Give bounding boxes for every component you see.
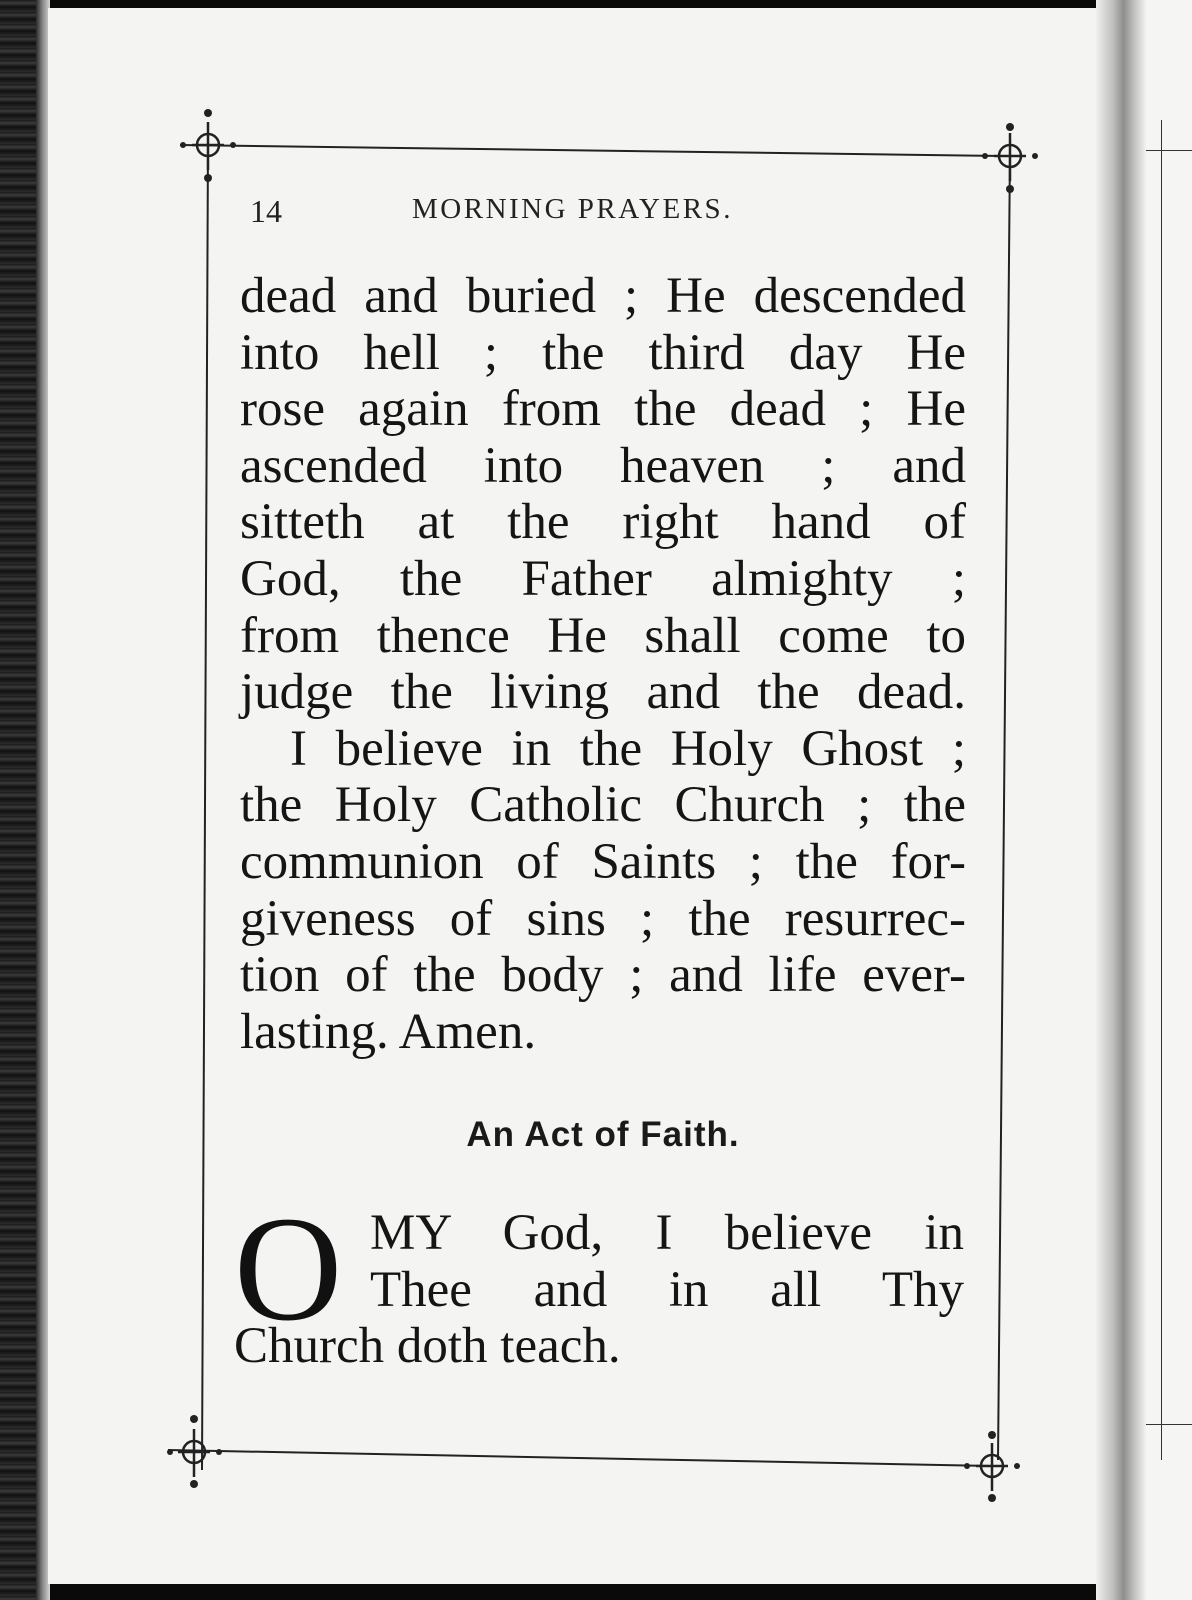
creed-text — [240, 268, 966, 1060]
text-line: rose again from the dead ; He — [240, 381, 966, 438]
text-line: communion of Saints ; the for- — [240, 833, 966, 890]
corner-ornament-bottom-left — [178, 1429, 210, 1477]
text-line: ascended into heaven ; and — [240, 437, 966, 494]
text-line: tion of the body ; and life ever- — [240, 947, 966, 1004]
text-line: God, the Father almighty ; — [240, 550, 966, 607]
text-line: dead and buried ; He descended — [240, 268, 966, 324]
corner-ornament-top-left — [192, 122, 224, 170]
drop-cap: O — [234, 1186, 343, 1352]
running-title: MORNING PRAYERS. — [412, 193, 733, 225]
text-line: giveness of sins ; the resurrec- — [240, 890, 966, 947]
text-line: judge the living and the dead. — [240, 664, 966, 721]
section-heading: An Act of Faith. — [466, 1115, 740, 1154]
corner-ornament-top-right — [994, 133, 1026, 181]
page-number: 14 — [250, 193, 282, 229]
text-line: I believe in the Holy Ghost ; — [290, 720, 966, 777]
text-line: from thence He shall come to — [240, 607, 966, 664]
prayer-line: Church doth teach. — [234, 1318, 621, 1375]
prayer-line: MY God, I believe in — [370, 1205, 964, 1261]
corner-ornament-bottom-right — [976, 1443, 1008, 1491]
text-line: lasting. Amen. — [240, 1003, 537, 1060]
act-of-faith-prayer — [234, 1186, 964, 1375]
text-line: sitteth at the right hand of — [240, 494, 966, 551]
prayer-line: Thee and in all Thy — [370, 1261, 964, 1318]
text-line: into hell ; the third day He — [240, 324, 966, 381]
text-line: the Holy Catholic Church ; the — [240, 777, 966, 834]
